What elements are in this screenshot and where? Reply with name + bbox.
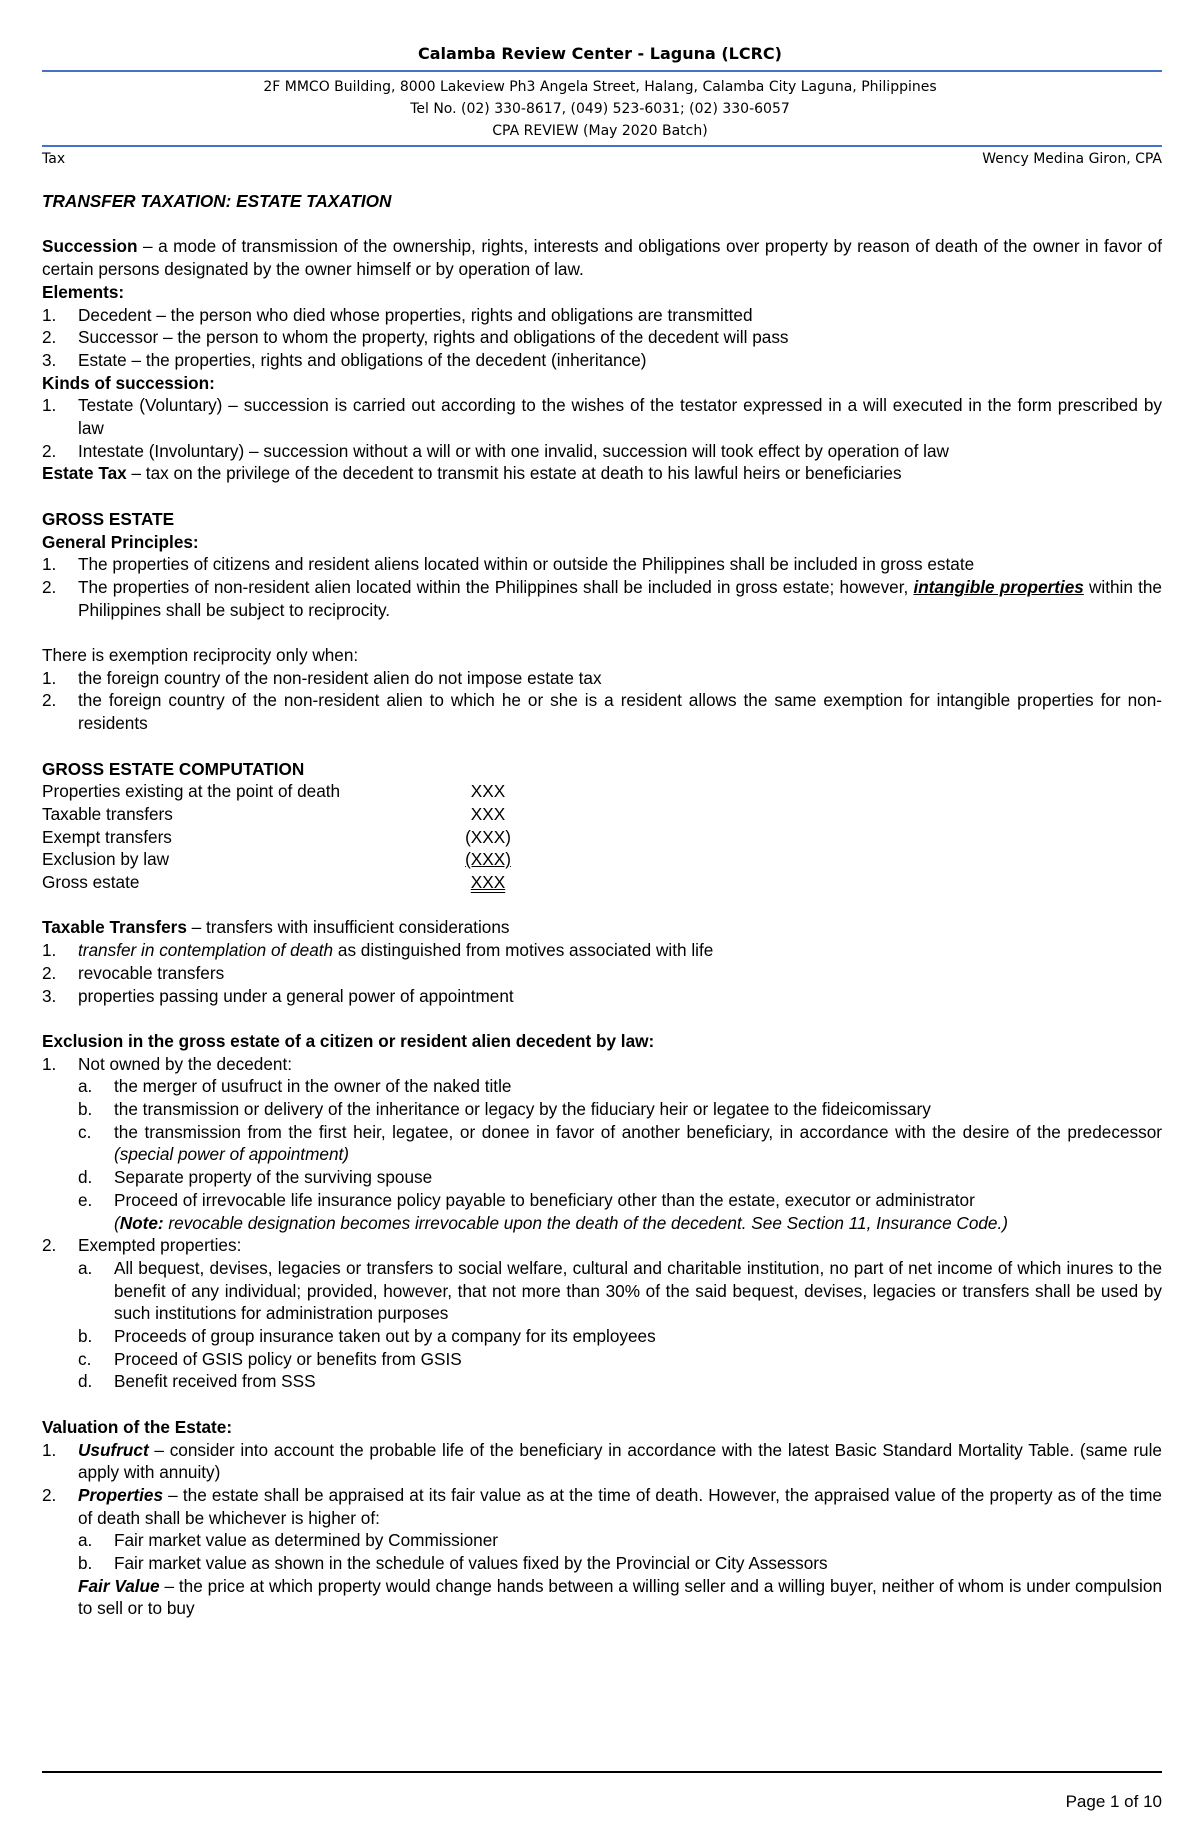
list-item: 2. revocable transfers bbox=[42, 962, 225, 983]
insurance-note: (Note: revocable designation becomes irrevocable upon the death of the decedent. See Section 11, Insurance Code.) bbox=[114, 1212, 1008, 1233]
list-item: 1. Usufruct – consider into account the probable life of the beneficiary in accordance with the latest Basic Standard Mortality Table. (same rule apply with annuity) bbox=[42, 1439, 1162, 1483]
sub-list-item: d. Benefit received from SSS bbox=[78, 1371, 316, 1392]
list-item: 1. The properties of citizens and resident aliens located within or outside the Philippines shall be included in gross estate bbox=[42, 554, 975, 575]
list-item: 2. Successor – the person to whom the property, rights and obligations of the decedent will pass bbox=[42, 327, 789, 348]
exclusion-heading: Exclusion in the gross estate of a citizen or resident alien decedent by law: bbox=[42, 1030, 655, 1051]
sub-list-item: a. All bequest, devises, legacies or transfers to social welfare, cultural and charitable institution, no part of net income of which inures to the benefit of any individual; provided, however, that not more than 30% of the said bequest, devises, legacies or transfers shall be used by such institutions for administration purposes bbox=[78, 1257, 1162, 1324]
sub-list-item: e. Proceed of irrevocable life insurance policy payable to beneficiary other than the estate, executor or administrator bbox=[78, 1189, 975, 1210]
gross-estate-heading: GROSS ESTATE bbox=[42, 508, 175, 529]
computation-row: Properties existing at the point of death XXX bbox=[42, 781, 506, 802]
header-address: 2F MMCO Building, 8000 Lakeview Ph3 Angela Street, Halang, Calamba City Laguna, Philippines bbox=[263, 79, 937, 95]
spacer bbox=[42, 1393, 1162, 1416]
spacer bbox=[42, 894, 1162, 917]
subject-label: Tax bbox=[42, 151, 66, 167]
list-item: 2. Intestate (Involuntary) – succession without a will or with one invalid, succession will took effect by operation of law bbox=[42, 440, 949, 461]
header-contact-block bbox=[0, 76, 1200, 142]
sub-list-item: b. Proceeds of group insurance taken out by a company for its employees bbox=[78, 1326, 656, 1347]
computation-row: Exempt transfers (XXX) bbox=[42, 826, 511, 847]
succession-text: – a mode of transmission of the ownership, rights, interests and obligations over property by reason of death of the owner in favor of certain persons designated by the owner himself or by operation of law. bbox=[42, 236, 1162, 280]
author-label: Wency Medina Giron, CPA bbox=[982, 151, 1162, 167]
sub-list-item: c. Proceed of GSIS policy or benefits from GSIS bbox=[78, 1348, 462, 1369]
fair-value-definition: Fair Value – the price at which property would change hands between a willing seller and a willing buyer, neither of whom is under compulsion to sell or to buy bbox=[78, 1575, 1162, 1619]
taxable-transfers-definition: Taxable Transfers – transfers with insufficient considerations bbox=[42, 917, 510, 938]
valuation-heading: Valuation of the Estate: bbox=[42, 1416, 233, 1437]
computation-row: Gross estate XXX bbox=[42, 872, 506, 893]
computation-heading: GROSS ESTATE COMPUTATION bbox=[42, 758, 305, 779]
sub-list-item: b. the transmission or delivery of the inheritance or legacy by the fiduciary heir or legatee to the fideicomissary bbox=[78, 1099, 931, 1120]
sub-list-item: a. Fair market value as determined by Commissioner bbox=[78, 1530, 498, 1551]
list-item: 2. The properties of non-resident alien located within the Philippines shall be included in gross estate; however, intangible properties within the Philippines shall be subject to reciprocity. bbox=[42, 576, 1162, 620]
header-tel: Tel No. (02) 330-8617, (049) 523-6031; (02) 330-6057 bbox=[410, 101, 790, 117]
list-item: 1. Decedent – the person who died whose properties, rights and obligations are transmitted bbox=[42, 304, 753, 325]
computation-row: Exclusion by law (XXX) bbox=[42, 849, 511, 870]
succession-term: Succession bbox=[42, 236, 138, 257]
kinds-heading: Kinds of succession: bbox=[42, 372, 215, 393]
sub-list-item: d. Separate property of the surviving spouse bbox=[78, 1167, 433, 1188]
page-number: Page 1 of 10 bbox=[1065, 1792, 1162, 1811]
header-divider-bottom bbox=[42, 145, 1162, 147]
list-item: 2. Exempted properties: bbox=[42, 1235, 242, 1256]
spacer bbox=[42, 1007, 1162, 1030]
list-item: 1. Testate (Voluntary) – succession is carried out according to the wishes of the testator expressed in a will executed in the form prescribed by law bbox=[42, 395, 1162, 439]
spacer bbox=[42, 735, 1162, 758]
sub-list-item: b. Fair market value as shown in the schedule of values fixed by the Provincial or City Assessors bbox=[78, 1553, 828, 1574]
general-principles-heading: General Principles: bbox=[42, 531, 199, 552]
sub-list-item: a. the merger of usufruct in the owner of the naked title bbox=[78, 1076, 512, 1097]
intangible-properties-emphasis: intangible properties bbox=[913, 576, 1084, 597]
review-center-name: Calamba Review Center - Laguna (LCRC) bbox=[418, 44, 782, 63]
spacer bbox=[42, 485, 1162, 508]
header-divider-top bbox=[42, 70, 1162, 72]
list-item: 2. Properties – the estate shall be appraised at its fair value as at the time of death. However, the appraised value of the property as of the time of death shall be whichever is higher of: bbox=[42, 1484, 1162, 1528]
list-item: 2. the foreign country of the non-resident alien to which he or she is a resident allows the same exemption for intangible properties for non-residents bbox=[42, 690, 1162, 734]
document-title: TRANSFER TAXATION: ESTATE TAXATION bbox=[42, 191, 392, 211]
succession-definition bbox=[42, 235, 1162, 280]
spacer bbox=[42, 621, 1162, 644]
document-body bbox=[42, 190, 1162, 1620]
list-item: 3. Estate – the properties, rights and obligations of the decedent (inheritance) bbox=[42, 349, 647, 370]
computation-row: Taxable transfers XXX bbox=[42, 803, 506, 824]
list-item: 1. the foreign country of the non-resident alien do not impose estate tax bbox=[42, 667, 602, 688]
header-batch: CPA REVIEW (May 2020 Batch) bbox=[492, 123, 708, 139]
list-item: 1. transfer in contemplation of death as distinguished from motives associated with life bbox=[42, 940, 714, 961]
list-item: 1. Not owned by the decedent: bbox=[42, 1053, 293, 1074]
estate-tax-definition: Estate Tax – tax on the privilege of the decedent to transmit his estate at death to his lawful heirs or beneficiaries bbox=[42, 463, 902, 484]
estate-tax-term: Estate Tax bbox=[42, 463, 127, 484]
elements-heading: Elements: bbox=[42, 281, 125, 302]
list-item: 3. properties passing under a general power of appointment bbox=[42, 985, 514, 1006]
sub-list-item: c. the transmission from the first heir, legatee, or donee in favor of another beneficiary, in accordance with the desire of the predecessor (special power of appointment) bbox=[78, 1121, 1162, 1165]
reciprocity-intro: There is exemption reciprocity only when: bbox=[42, 645, 359, 666]
footer-divider bbox=[42, 1771, 1162, 1773]
